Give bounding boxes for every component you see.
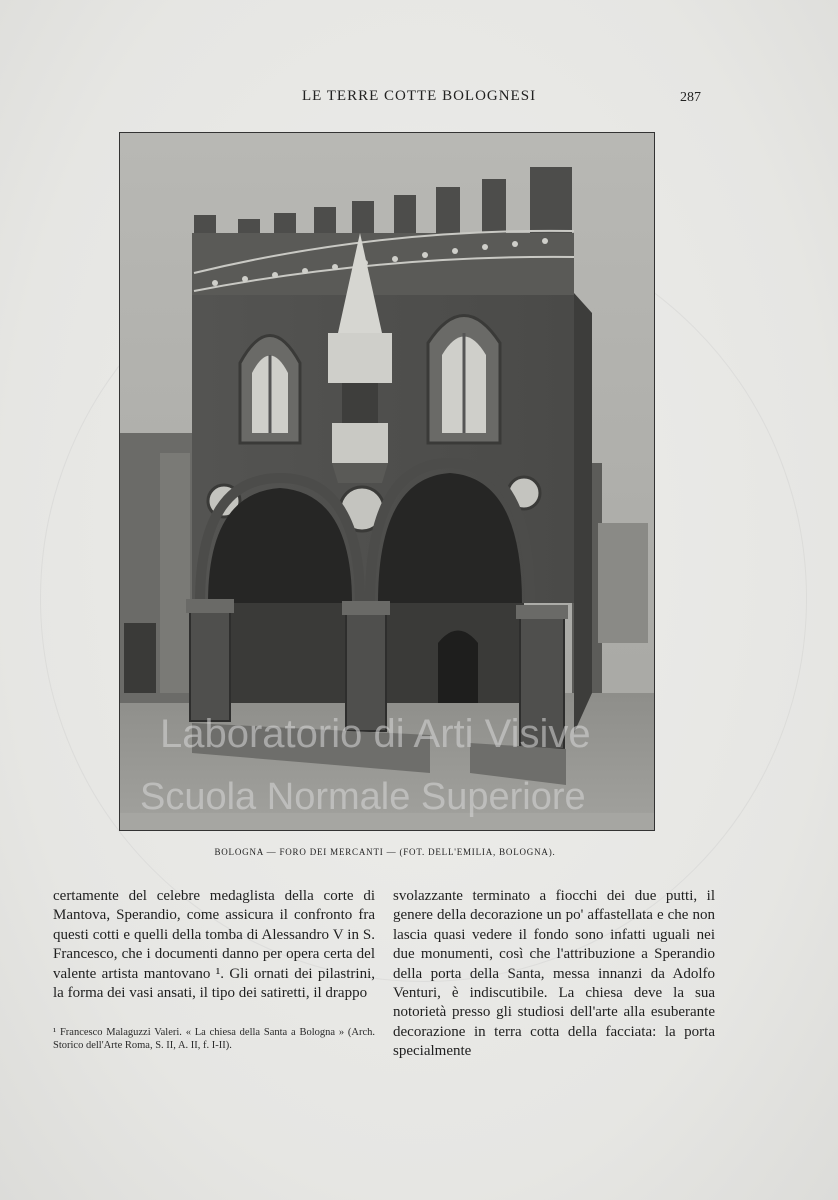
- page-number: 287: [680, 90, 701, 105]
- watermark-line-2: Scuola Normale Superiore: [140, 776, 586, 818]
- photograph-foro-dei-mercanti: [119, 132, 655, 831]
- footnote: ¹ Francesco Malaguzzi Valeri. « La chiesa della Santa a Bologna » (Arch. Storico dell'Arte Roma, S. II, A. II, f. I-II).: [53, 1027, 375, 1051]
- running-header: LE TERRE COTTE BOLOGNESI: [301, 88, 537, 104]
- body-column-right: [393, 887, 715, 1062]
- body-column-left: [53, 887, 375, 1003]
- watermark-line-1: Laboratorio di Arti Visive: [160, 712, 591, 756]
- body-paragraph: svolazzante terminato a fiocchi dei due putti, il genere della decorazione un po' affastellata e che non lascia quasi vedere il fondo sono infatti uguali nei due monumenti, così che l'attribuzione a Sperandio della porta della Santa, messa innanzi da Adolfo Venturi, è indiscutibile. La chiesa deve la sua notorietà presso gli studiosi dell'arte alla esuberante decorazione in terra cotta della facciata: la porta specialmente: [393, 888, 715, 1060]
- body-paragraph: certamente del celebre medaglista della corte di Mantova, Sperandio, come assicura il confronto fra questi cotti e quelli della tomba di Alessandro V in S. Francesco, che i documenti danno per opera certa del valente artista mantovano ¹. Gli ornati dei pilastrini, la forma dei vasi ansati, il tipo dei satiretti, il drappo: [53, 888, 375, 1002]
- figure-caption: BOLOGNA — FORO DEI MERCANTI — (FOT. DELL'EMILIA, BOLOGNA).: [214, 847, 556, 857]
- building-photo: [120, 133, 654, 830]
